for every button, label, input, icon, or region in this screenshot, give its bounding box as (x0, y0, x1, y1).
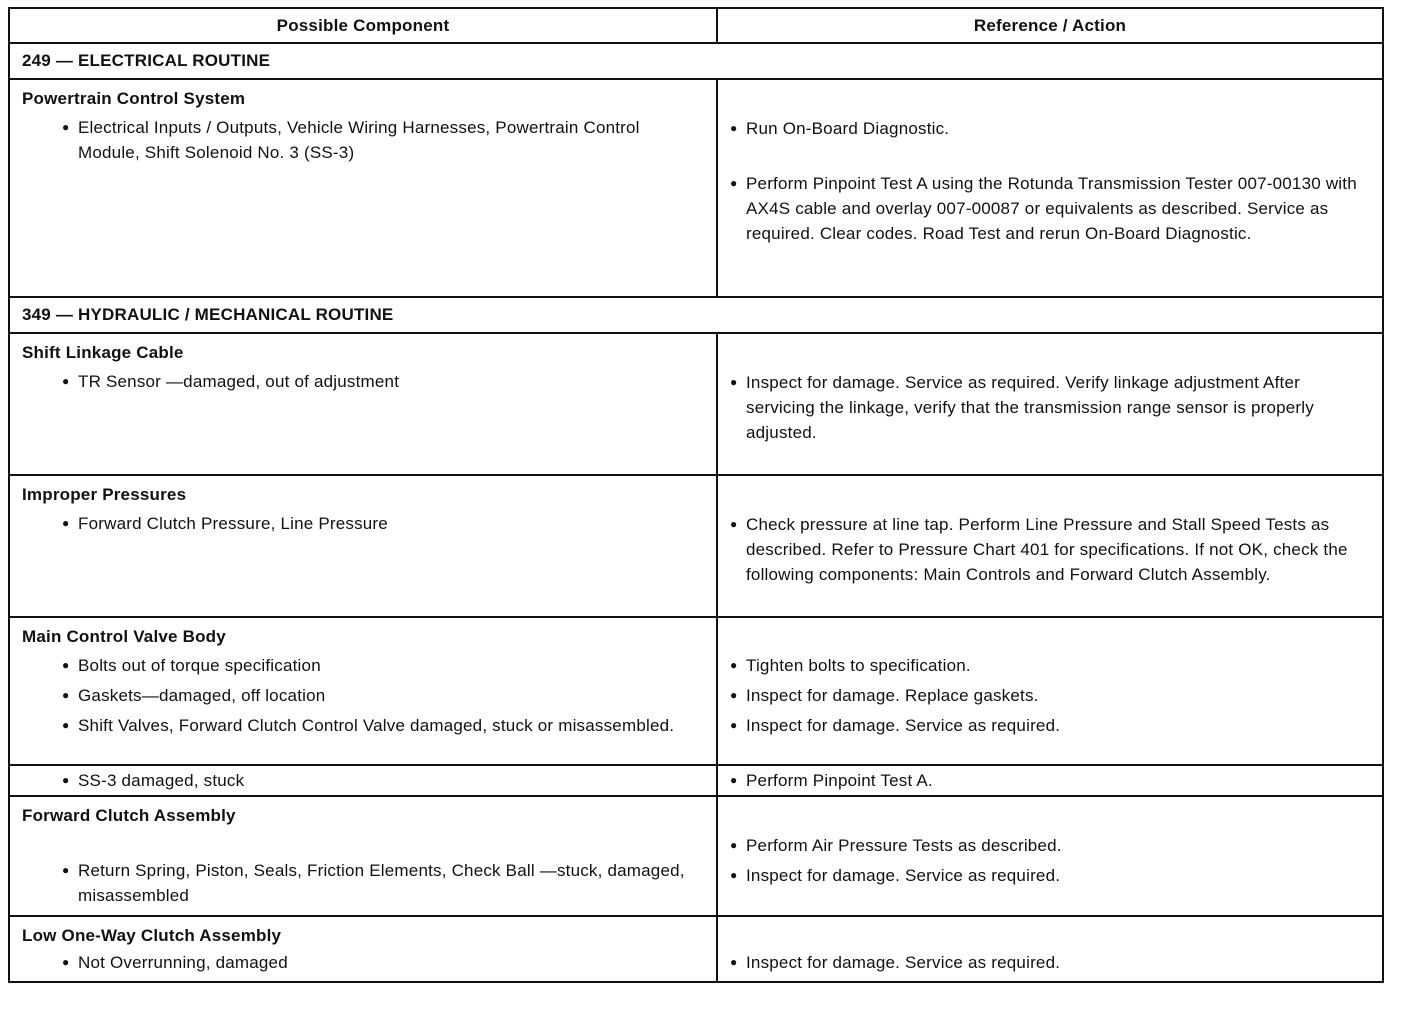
section-title: 249 — ELECTRICAL ROUTINE (9, 43, 1383, 79)
component-cell (9, 79, 717, 297)
section-row (9, 297, 1383, 333)
action-cell (717, 333, 1383, 475)
component-items (22, 858, 706, 908)
table-header (9, 8, 1383, 43)
action-item: ● Inspect for damage. Service as required. (730, 713, 1372, 738)
component-cell (9, 617, 717, 765)
action-item: ● Inspect for damage. Service as required. (730, 950, 1372, 975)
component-items (22, 511, 706, 536)
action-item: ● Check pressure at line tap. Perform Line Pressure and Stall Speed Tests as described. Refer to Pressure Chart 401 for specifications. If not OK, check the following components: Main Controls and Forward Clutch Assembly. (730, 512, 1372, 587)
action-items (730, 768, 1372, 793)
action-item: ● Inspect for damage. Replace gaskets. (730, 683, 1372, 708)
action-items (730, 512, 1372, 587)
component-cell (9, 475, 717, 617)
component-name: Low One-Way Clutch Assembly (22, 926, 282, 945)
component-item: ● Shift Valves, Forward Clutch Control Valve damaged, stuck or misassembled. (62, 713, 706, 738)
component-item: ● Electrical Inputs / Outputs, Vehicle Wiring Harnesses, Powertrain Control Module, Shift Solenoid No. 3 (SS-3) (62, 115, 706, 165)
component-items (22, 653, 706, 738)
action-item: ● Tighten bolts to specification. (730, 653, 1372, 678)
action-item: ● Inspect for damage. Service as required. Verify linkage adjustment After servicing the linkage, verify that the transmission range sensor is properly adjusted. (730, 370, 1372, 445)
action-items (730, 370, 1372, 445)
component-items (22, 950, 706, 975)
action-items (730, 653, 1372, 738)
component-cell (9, 916, 717, 982)
component-item: ● Bolts out of torque specification (62, 653, 706, 678)
action-cell (717, 617, 1383, 765)
component-item: ● Return Spring, Piston, Seals, Friction Elements, Check Ball —stuck, damaged, misassembled (62, 858, 706, 908)
component-name: Shift Linkage Cable (22, 343, 184, 362)
action-item: ● Perform Air Pressure Tests as described. (730, 833, 1372, 858)
table-row (9, 765, 1383, 796)
component-name: Powertrain Control System (22, 89, 246, 108)
table-row (9, 617, 1383, 765)
table-row (9, 916, 1383, 982)
component-name: Main Control Valve Body (22, 627, 226, 646)
component-items (22, 369, 706, 394)
component-item: ● Gaskets—damaged, off location (62, 683, 706, 708)
action-item: ● Perform Pinpoint Test A using the Rotunda Transmission Tester 007-00130 with AX4S cable and overlay 007-00087 or equivalents as described. Service as required. Clear codes. Road Test and rerun On-Board Diagnostic. (730, 171, 1372, 246)
action-cell (717, 765, 1383, 796)
action-items (730, 833, 1372, 888)
action-cell (717, 79, 1383, 297)
component-item: ● Forward Clutch Pressure, Line Pressure (62, 511, 706, 536)
table-row (9, 333, 1383, 475)
component-items (22, 768, 706, 793)
action-cell (717, 796, 1383, 916)
action-items (730, 950, 1372, 975)
action-item: ● Perform Pinpoint Test A. (730, 768, 1372, 793)
component-name: Improper Pressures (22, 485, 187, 504)
table-row (9, 475, 1383, 617)
component-name: Forward Clutch Assembly (22, 806, 236, 825)
header-reference-action: Reference / Action (717, 8, 1383, 43)
table-row (9, 79, 1383, 297)
action-item: ● Run On-Board Diagnostic. (730, 116, 1372, 141)
header-possible-component: Possible Component (9, 8, 717, 43)
section-row (9, 43, 1383, 79)
action-cell (717, 475, 1383, 617)
component-cell (9, 333, 717, 475)
section-title: 349 — HYDRAULIC / MECHANICAL ROUTINE (9, 297, 1383, 333)
component-item: ● SS-3 damaged, stuck (62, 768, 706, 793)
component-item: ● Not Overrunning, damaged (62, 950, 706, 975)
component-cell (9, 796, 717, 916)
component-cell (9, 765, 717, 796)
table-row (9, 796, 1383, 916)
component-items (22, 115, 706, 165)
component-item: ● TR Sensor —damaged, out of adjustment (62, 369, 706, 394)
action-items (730, 116, 1372, 246)
action-cell (717, 916, 1383, 982)
diagnosis-table (8, 7, 1384, 983)
action-item: ● Inspect for damage. Service as required. (730, 863, 1372, 888)
